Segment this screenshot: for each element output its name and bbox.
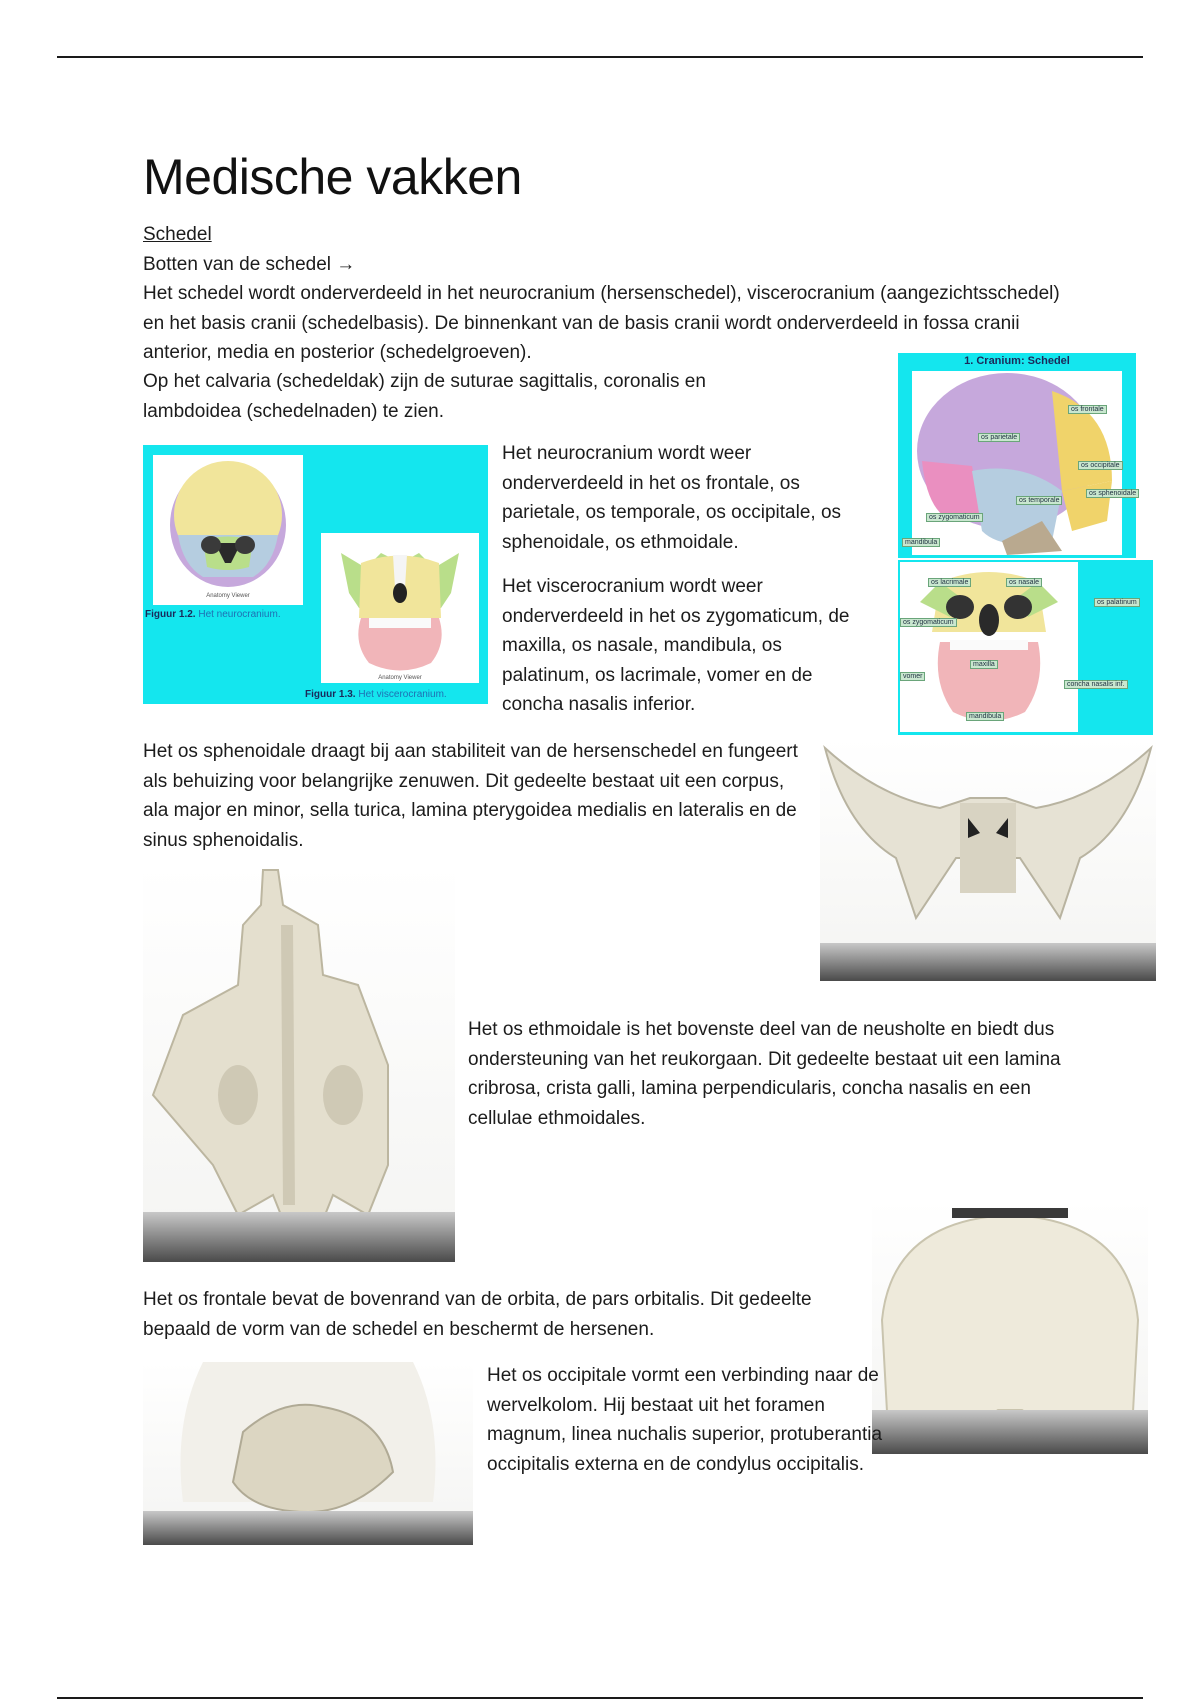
tag-frontal-os-zygomaticum: os zygomaticum [900, 618, 957, 627]
tag-mandibula: mandibula [902, 538, 940, 547]
intro-paragraph-2 [143, 367, 783, 426]
intro-text-2: Op het calvaria (schedeldak) zijn de suturae sagittalis, coronalis en lambdoidea (schedelnaden) te zien. [143, 371, 706, 422]
tag-os-palatinum: os palatinum [1094, 598, 1140, 607]
bottom-rule [57, 1697, 1143, 1699]
tag-os-nasale: os nasale [1006, 578, 1042, 587]
ethmoid-bone-illustration [143, 865, 455, 1262]
tag-os-parietale: os parietale [978, 433, 1020, 442]
sphenoidale-paragraph [143, 737, 803, 855]
tag-os-zygomaticum: os zygomaticum [926, 513, 983, 522]
top-rule [57, 56, 1143, 58]
svg-text:Anatomy Viewer: Anatomy Viewer [378, 675, 422, 681]
frontal-skull-illustration [900, 562, 1078, 732]
tag-concha-nasalis-inf: concha nasalis inf. [1064, 680, 1128, 689]
tag-os-sphenoidale: os sphenoidale [1086, 489, 1139, 498]
viscerocranium-text: Het viscerocranium wordt weer onderverdeeld in het os zygomaticum, de maxilla, os nasale, mandibula, os palatinum, os lacrimale, vomer en de concha nasalis inferior. [502, 576, 850, 715]
cranium-lateral-panel [898, 353, 1136, 558]
tag-vomer: vomer [900, 672, 925, 681]
page-title: Medische vakken [143, 149, 522, 205]
occipitale-paragraph [487, 1361, 892, 1479]
tag-frontal-mandibula: mandibula [966, 712, 1004, 721]
tag-maxilla: maxilla [970, 660, 998, 669]
frontal-floor-shadow [872, 1410, 1148, 1454]
tag-os-frontale: os frontale [1068, 405, 1107, 414]
sphenoid-bone-image [820, 738, 1156, 981]
frontale-paragraph [143, 1285, 843, 1344]
occipital-floor-shadow [143, 1511, 473, 1545]
viscerocranium-paragraph [502, 572, 872, 720]
viscerocranium-figure [321, 533, 479, 683]
occipital-bone-image [143, 1362, 473, 1545]
figure-1-3-caption: Figuur 1.3. Het viscerocranium. [305, 689, 447, 700]
section-heading: Schedel [143, 224, 212, 245]
figure-neuro-visceral-panel [143, 445, 488, 704]
svg-text:Anatomy Viewer: Anatomy Viewer [206, 593, 250, 599]
sphenoid-floor-shadow [820, 943, 1156, 981]
cranium-frontal-panel [898, 560, 1153, 735]
subheading: Botten van de schedel → [143, 253, 356, 275]
tag-frontal-os-lacrimale: os lacrimale [928, 578, 971, 587]
neurocranium-skull-illustration [153, 455, 303, 605]
frontal-bone-image [872, 1200, 1148, 1454]
section-schedel [143, 220, 1063, 279]
tag-os-occipitale: os occipitale [1078, 461, 1123, 470]
cranium-diagram-title: 1. Cranium: Schedel [964, 355, 1070, 367]
frontale-text: Het os frontale bevat de bovenrand van de orbita, de pars orbitalis. Dit gedeelte bepaald de vorm van de schedel en beschermt de hersenen. [143, 1289, 812, 1340]
figure-1-2-caption: Figuur 1.2. Het neurocranium. [145, 609, 281, 620]
viscerocranium-skull-illustration [321, 533, 479, 683]
ethmoidale-text: Het os ethmoidale is het bovenste deel van de neusholte en biedt dus ondersteuning van het reukorgaan. Dit gedeelte bestaat uit een lamina cribrosa, crista galli, lamina perpendicularis, concha nasalis en een cellulae ethmoidales. [468, 1019, 1061, 1129]
cranium-frontal-figure [900, 562, 1078, 732]
ethmoid-bone-image [143, 865, 455, 1262]
neurocranium-paragraph [502, 439, 872, 557]
ethmoidale-paragraph [468, 1015, 1068, 1133]
ethmoid-floor-shadow [143, 1212, 455, 1262]
neurocranium-text: Het neurocranium wordt weer onderverdeeld in het os frontale, os parietale, os temporale, os occipitale, os sphenoidale, os ethmoidale. [502, 443, 842, 553]
intro-text-1: Het schedel wordt onderverdeeld in het neurocranium (hersenschedel), viscerocranium (aangezichtsschedel) en het basis cranii (schedelbasis). De binnenkant van de basis cranii wordt onderverdeeld in fossa cranii anterior, media en posterior (schedelgroeven). [143, 283, 1060, 363]
sphenoidale-text: Het os sphenoidale draagt bij aan stabiliteit van de hersenschedel en fungeert als behuizing voor belangrijke zenuwen. Dit gedeelte bestaat uit een corpus, ala major en minor, sella turica, lamina pterygoidea medialis en lateralis en de sinus sphenoidalis. [143, 741, 798, 851]
occipitale-text: Het os occipitale vormt een verbinding naar de wervelkolom. Hij bestaat uit het foramen magnum, linea nuchalis superior, protuberantia occipitalis externa en de condylus occipitalis. [487, 1365, 883, 1475]
tag-os-temporale: os temporale [1016, 496, 1062, 505]
neurocranium-figure [153, 455, 303, 605]
